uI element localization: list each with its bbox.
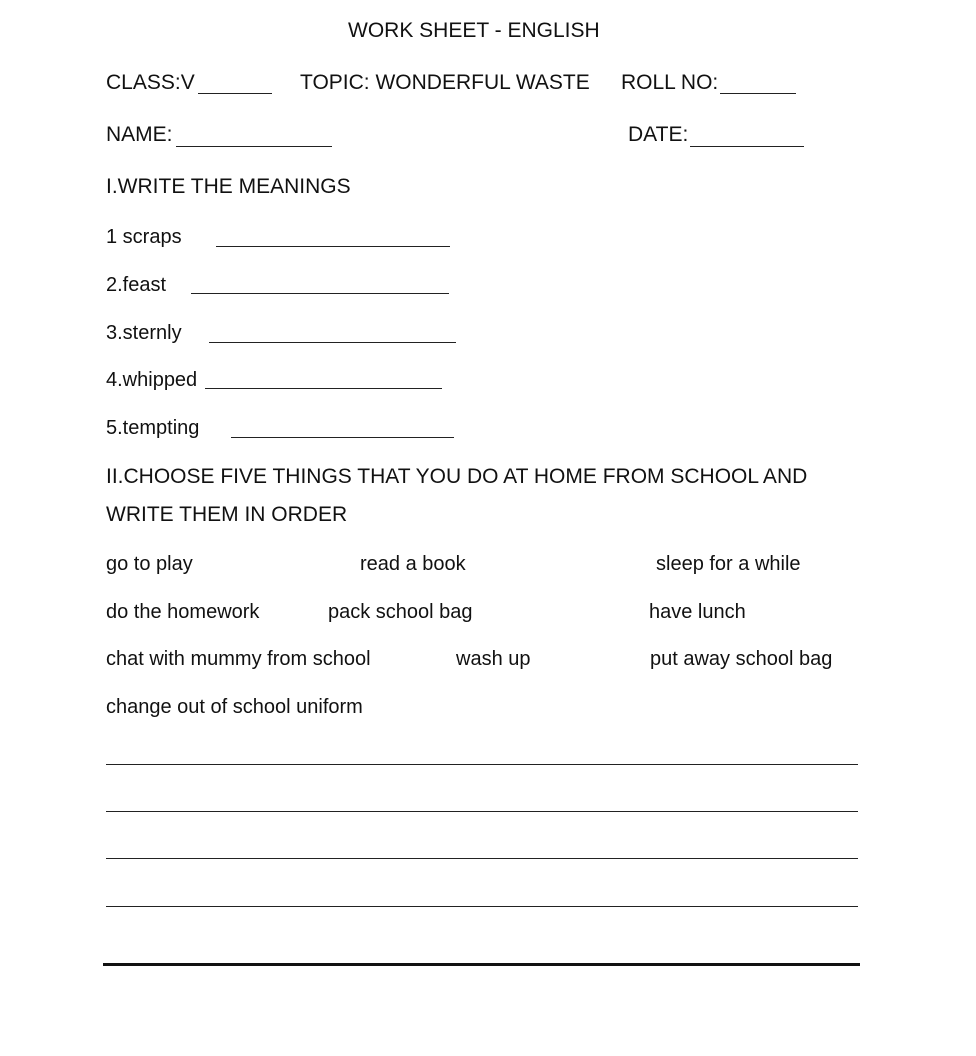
section1-heading: I.WRITE THE MEANINGS	[106, 175, 351, 198]
option-put-away-school-bag: put away school bag	[650, 648, 833, 670]
class-answer-blank[interactable]	[198, 93, 272, 94]
worksheet-title: WORK SHEET - ENGLISH	[348, 19, 600, 42]
option-have-lunch: have lunch	[649, 601, 746, 623]
topic-label: TOPIC: WONDERFUL WASTE	[300, 71, 590, 94]
meaning-item-1: 1 scraps	[106, 226, 182, 248]
name-label: NAME:	[106, 123, 173, 146]
meaning-item-3: 3.sternly	[106, 322, 182, 344]
section2-heading-line2: WRITE THEM IN ORDER	[106, 503, 348, 526]
date-label: DATE:	[628, 123, 689, 146]
section2-heading-line1: II.CHOOSE FIVE THINGS THAT YOU DO AT HOME FROM SCHOOL AND	[106, 465, 808, 488]
meaning-answer-blank-1[interactable]	[216, 246, 450, 247]
meaning-answer-blank-3[interactable]	[209, 342, 456, 343]
meaning-answer-blank-5[interactable]	[231, 437, 454, 438]
answer-line-5[interactable]	[103, 963, 860, 966]
meaning-item-2: 2.feast	[106, 274, 167, 296]
answer-line-1[interactable]	[106, 764, 858, 765]
option-go-to-play: go to play	[106, 553, 193, 575]
roll-no-answer-blank[interactable]	[720, 93, 796, 94]
meaning-answer-blank-2[interactable]	[191, 293, 449, 294]
option-change-out-of-uniform: change out of school uniform	[106, 696, 363, 718]
option-pack-school-bag: pack school bag	[328, 601, 473, 623]
meaning-item-4: 4.whipped	[106, 369, 198, 391]
meaning-item-5: 5.tempting	[106, 417, 200, 439]
option-chat-with-mummy: chat with mummy from school	[106, 648, 371, 670]
answer-line-3[interactable]	[106, 858, 858, 859]
option-sleep-for-a-while: sleep for a while	[656, 553, 801, 575]
option-wash-up: wash up	[456, 648, 531, 670]
answer-line-4[interactable]	[106, 906, 858, 907]
roll-no-label: ROLL NO:	[621, 71, 719, 94]
date-answer-blank[interactable]	[690, 146, 804, 147]
option-read-a-book: read a book	[360, 553, 466, 575]
option-do-the-homework: do the homework	[106, 601, 260, 623]
answer-line-2[interactable]	[106, 811, 858, 812]
meaning-answer-blank-4[interactable]	[205, 388, 442, 389]
name-answer-blank[interactable]	[176, 146, 332, 147]
class-label: CLASS:V	[106, 71, 195, 94]
